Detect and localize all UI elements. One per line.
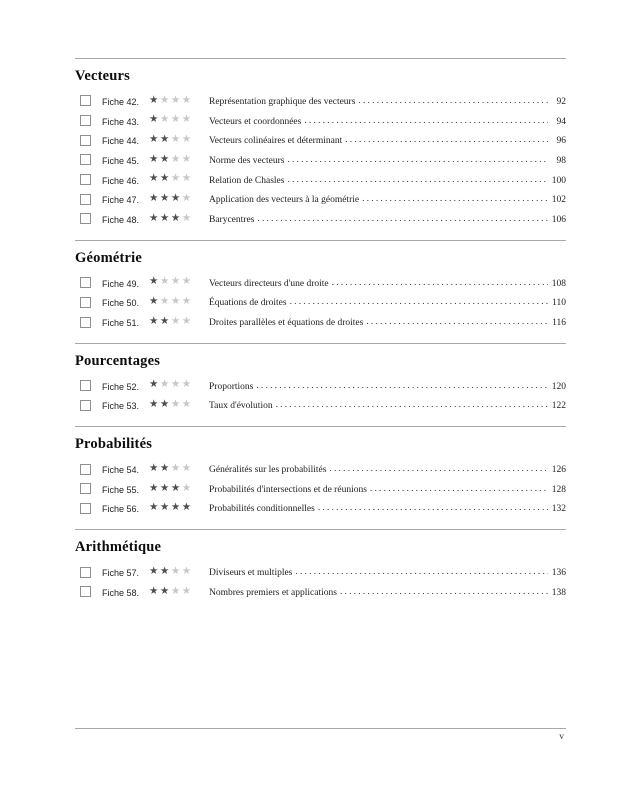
toc-entry-row	[75, 112, 566, 132]
dot-leader	[318, 503, 548, 513]
dot-leader	[332, 278, 548, 288]
star-filled-icon: ★	[149, 315, 160, 327]
section-title: Pourcentages	[75, 352, 161, 369]
fiche-number-label: Fiche 45.	[102, 155, 140, 166]
empty-checkbox-icon	[80, 115, 91, 126]
star-empty-icon: ★	[159, 114, 171, 126]
entry-page-number: 132	[551, 504, 566, 515]
star-filled-icon: ★	[159, 399, 171, 411]
star-empty-icon: ★	[170, 114, 182, 126]
fiche-number-label: Fiche 49.	[102, 278, 140, 289]
fiche-number-label: Fiche 57.	[102, 568, 140, 579]
entry-title: Vecteurs directeurs d'une droite	[209, 278, 329, 289]
star-empty-icon: ★	[170, 276, 182, 288]
star-empty-icon: ★	[181, 462, 193, 474]
star-empty-icon: ★	[181, 585, 193, 597]
star-empty-icon: ★	[181, 482, 193, 494]
star-empty-icon: ★	[181, 94, 193, 106]
entry-page-number: 102	[551, 195, 566, 206]
star-filled-icon: ★	[159, 585, 171, 597]
entry-title: Nombres premiers et applications	[209, 587, 337, 598]
star-empty-icon: ★	[170, 585, 182, 597]
fiche-number-label: Fiche 52.	[102, 381, 140, 392]
folio-page-number: v	[559, 732, 564, 742]
entry-page-number: 116	[552, 318, 566, 329]
star-filled-icon: ★	[149, 565, 160, 577]
toc-section	[75, 58, 566, 230]
empty-checkbox-icon	[80, 567, 91, 578]
toc-entry-row	[75, 210, 566, 230]
empty-checkbox-icon	[80, 154, 91, 165]
empty-checkbox-icon	[80, 464, 91, 475]
fiche-number-label: Fiche 48.	[102, 214, 140, 225]
star-filled-icon: ★	[149, 114, 160, 126]
star-filled-icon: ★	[149, 462, 160, 474]
star-filled-icon: ★	[159, 193, 171, 205]
star-filled-icon: ★	[159, 482, 171, 494]
difficulty-star-rating	[149, 214, 209, 225]
section-divider-rule	[75, 240, 566, 241]
entry-title: Équations de droites	[209, 298, 287, 309]
star-empty-icon: ★	[159, 94, 171, 106]
section-rows	[75, 274, 566, 333]
toc-entry-row	[75, 460, 566, 480]
star-filled-icon: ★	[149, 173, 160, 185]
dot-leader	[287, 155, 548, 165]
empty-checkbox-icon	[80, 483, 91, 494]
entry-title: Vecteurs et coordonnées	[209, 116, 302, 127]
dot-leader	[340, 587, 548, 597]
fiche-number-label: Fiche 50.	[102, 298, 140, 309]
star-empty-icon: ★	[170, 173, 182, 185]
star-empty-icon: ★	[181, 133, 193, 145]
star-filled-icon: ★	[149, 153, 160, 165]
section-rows	[75, 92, 566, 230]
star-empty-icon: ★	[170, 133, 182, 145]
fiche-number-label: Fiche 53.	[102, 401, 140, 412]
toc-entry-row	[75, 92, 566, 112]
entry-title: Représentation graphique des vecteurs	[209, 96, 356, 107]
entry-page-number: 98	[556, 155, 566, 166]
star-filled-icon: ★	[159, 565, 171, 577]
star-empty-icon: ★	[170, 315, 182, 327]
toc-entry-row	[75, 274, 566, 294]
empty-checkbox-icon	[80, 586, 91, 597]
difficulty-star-rating	[149, 277, 209, 288]
difficulty-star-rating	[149, 400, 209, 411]
star-filled-icon: ★	[149, 482, 160, 494]
empty-checkbox-icon	[80, 135, 91, 146]
dot-leader	[287, 175, 548, 185]
section-title: Probabilités	[75, 436, 153, 453]
toc-section	[75, 529, 566, 602]
star-empty-icon: ★	[170, 462, 182, 474]
section-divider-rule	[75, 426, 566, 427]
star-filled-icon: ★	[149, 94, 160, 106]
dot-leader	[358, 96, 548, 106]
star-filled-icon: ★	[159, 502, 171, 514]
dot-leader	[256, 381, 548, 391]
star-filled-icon: ★	[149, 585, 160, 597]
entry-page-number: 110	[552, 298, 566, 309]
section-rows	[75, 377, 566, 416]
star-empty-icon: ★	[159, 276, 171, 288]
dot-leader	[366, 317, 548, 327]
toc-entry-row	[75, 190, 566, 210]
toc-entry-row	[75, 480, 566, 500]
entry-title: Taux d'évolution	[209, 401, 273, 412]
entry-page-number: 94	[556, 116, 566, 127]
star-filled-icon: ★	[149, 133, 160, 145]
star-empty-icon: ★	[181, 193, 193, 205]
empty-checkbox-icon	[80, 277, 91, 288]
difficulty-star-rating	[149, 567, 209, 578]
difficulty-star-rating	[149, 174, 209, 185]
difficulty-star-rating	[149, 317, 209, 328]
dot-leader	[290, 297, 548, 307]
difficulty-star-rating	[149, 155, 209, 166]
star-empty-icon: ★	[181, 212, 193, 224]
section-title: Géométrie	[75, 249, 143, 266]
dot-leader	[370, 484, 548, 494]
entry-title: Barycentres	[209, 214, 255, 225]
star-filled-icon: ★	[149, 193, 160, 205]
star-empty-icon: ★	[170, 296, 182, 308]
empty-checkbox-icon	[80, 380, 91, 391]
entry-page-number: 136	[551, 568, 566, 579]
star-filled-icon: ★	[159, 315, 171, 327]
entry-title: Application des vecteurs à la géométrie	[209, 195, 360, 206]
entry-page-number: 126	[551, 465, 566, 476]
entry-title: Droites parallèles et équations de droites	[209, 318, 364, 329]
star-empty-icon: ★	[170, 379, 182, 391]
entry-title: Généralités sur les probabilités	[209, 465, 327, 476]
entry-page-number: 138	[551, 587, 566, 598]
entry-title: Relation de Chasles	[209, 175, 285, 186]
dot-leader	[295, 567, 548, 577]
star-empty-icon: ★	[170, 153, 182, 165]
toc-entry-row	[75, 397, 566, 417]
fiche-number-label: Fiche 47.	[102, 195, 140, 206]
dot-leader	[276, 400, 548, 410]
difficulty-star-rating	[149, 587, 209, 598]
toc-entry-row	[75, 151, 566, 171]
dot-leader	[329, 464, 548, 474]
difficulty-star-rating	[149, 464, 209, 475]
star-filled-icon: ★	[159, 212, 171, 224]
entry-page-number: 120	[551, 381, 566, 392]
entry-title: Diviseurs et multiples	[209, 568, 293, 579]
section-rows	[75, 460, 566, 519]
star-empty-icon: ★	[181, 315, 193, 327]
section-divider-rule	[75, 58, 566, 59]
star-empty-icon: ★	[181, 379, 193, 391]
fiche-number-label: Fiche 46.	[102, 175, 140, 186]
empty-checkbox-icon	[80, 400, 91, 411]
entry-page-number: 122	[551, 401, 566, 412]
section-divider-rule	[75, 343, 566, 344]
dot-leader	[345, 135, 548, 145]
difficulty-star-rating	[149, 115, 209, 126]
entry-title: Vecteurs colinéaires et déterminant	[209, 136, 343, 147]
star-filled-icon: ★	[170, 502, 182, 514]
entry-title: Probabilités d'intersections et de réunions	[209, 484, 367, 495]
star-filled-icon: ★	[159, 133, 171, 145]
difficulty-star-rating	[149, 484, 209, 495]
star-filled-icon: ★	[170, 193, 182, 205]
empty-checkbox-icon	[80, 174, 91, 185]
entry-page-number: 128	[551, 484, 566, 495]
section-title: Vecteurs	[75, 68, 131, 84]
toc-entry-row	[75, 313, 566, 333]
star-filled-icon: ★	[149, 379, 160, 391]
fiche-number-label: Fiche 54.	[102, 465, 140, 476]
toc-entry-row	[75, 131, 566, 151]
star-filled-icon: ★	[181, 502, 193, 514]
star-empty-icon: ★	[170, 565, 182, 577]
star-empty-icon: ★	[181, 296, 193, 308]
difficulty-star-rating	[149, 503, 209, 514]
difficulty-star-rating	[149, 297, 209, 308]
entry-title: Proportions	[209, 381, 254, 392]
toc-section	[75, 343, 566, 416]
entry-title: Norme des vecteurs	[209, 155, 285, 166]
entry-page-number: 100	[551, 175, 566, 186]
toc-entry-row	[75, 294, 566, 314]
star-filled-icon: ★	[149, 399, 160, 411]
section-divider-rule	[75, 529, 566, 530]
entry-title: Probabilités conditionnelles	[209, 504, 315, 515]
star-empty-icon: ★	[159, 379, 171, 391]
star-empty-icon: ★	[181, 153, 193, 165]
entry-page-number: 106	[551, 214, 566, 225]
star-empty-icon: ★	[170, 399, 182, 411]
fiche-number-label: Fiche 42.	[102, 96, 140, 107]
empty-checkbox-icon	[80, 213, 91, 224]
empty-checkbox-icon	[80, 194, 91, 205]
dot-leader	[257, 214, 548, 224]
empty-checkbox-icon	[80, 297, 91, 308]
section-title: Arithmétique	[75, 539, 162, 556]
difficulty-star-rating	[149, 380, 209, 391]
difficulty-star-rating	[149, 96, 209, 107]
toc-entry-row	[75, 500, 566, 520]
toc-entry-row	[75, 583, 566, 603]
empty-checkbox-icon	[80, 95, 91, 106]
toc-section	[75, 426, 566, 519]
toc-section	[75, 240, 566, 333]
entry-page-number: 108	[551, 278, 566, 289]
star-filled-icon: ★	[149, 276, 160, 288]
star-empty-icon: ★	[181, 565, 193, 577]
footer-rule	[75, 728, 566, 729]
star-filled-icon: ★	[149, 212, 160, 224]
star-empty-icon: ★	[170, 94, 182, 106]
star-filled-icon: ★	[170, 212, 182, 224]
fiche-number-label: Fiche 43.	[102, 116, 140, 127]
toc-entry-row	[75, 563, 566, 583]
star-empty-icon: ★	[181, 114, 193, 126]
fiche-number-label: Fiche 58.	[102, 587, 140, 598]
fiche-number-label: Fiche 55.	[102, 484, 140, 495]
toc-entry-row	[75, 377, 566, 397]
difficulty-star-rating	[149, 135, 209, 146]
fiche-number-label: Fiche 44.	[102, 136, 140, 147]
star-filled-icon: ★	[170, 482, 182, 494]
star-filled-icon: ★	[149, 296, 160, 308]
dot-leader	[304, 116, 548, 126]
star-empty-icon: ★	[181, 399, 193, 411]
fiche-number-label: Fiche 56.	[102, 504, 140, 515]
fiche-number-label: Fiche 51.	[102, 318, 140, 329]
star-empty-icon: ★	[181, 276, 193, 288]
dot-leader	[362, 194, 548, 204]
difficulty-star-rating	[149, 194, 209, 205]
entry-page-number: 92	[556, 96, 566, 107]
star-filled-icon: ★	[149, 502, 160, 514]
star-empty-icon: ★	[181, 173, 193, 185]
star-empty-icon: ★	[159, 296, 171, 308]
section-rows	[75, 563, 566, 602]
star-filled-icon: ★	[159, 462, 171, 474]
star-filled-icon: ★	[159, 173, 171, 185]
toc-entry-row	[75, 171, 566, 191]
entry-page-number: 96	[556, 136, 566, 147]
page-footer	[75, 728, 566, 742]
empty-checkbox-icon	[80, 317, 91, 328]
star-filled-icon: ★	[159, 153, 171, 165]
toc-content	[75, 58, 566, 613]
empty-checkbox-icon	[80, 503, 91, 514]
